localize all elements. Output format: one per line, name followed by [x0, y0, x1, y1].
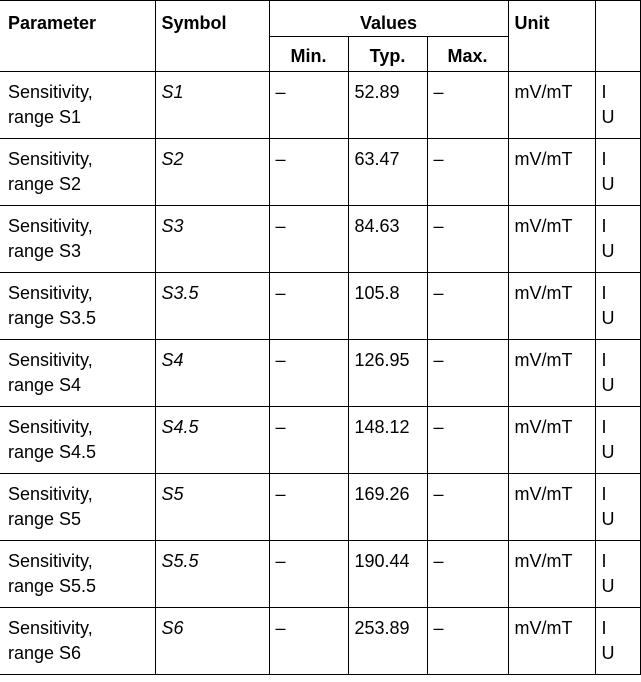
table-row: [0, 474, 640, 541]
parameter-cell: [0, 608, 155, 675]
parameter-range: range S5: [8, 509, 82, 529]
max-cell: –: [427, 608, 508, 675]
typ-cell: 190.44: [348, 541, 427, 608]
parameter-range: range S3.5: [8, 308, 97, 328]
parameter-name: Sensitivity,: [8, 417, 93, 437]
min-cell: –: [269, 72, 348, 139]
header-max: Max.: [427, 37, 508, 72]
typ-cell: 169.26: [348, 474, 427, 541]
note-cell: [595, 340, 640, 407]
note-cell: [595, 608, 640, 675]
min-cell: –: [269, 206, 348, 273]
typ-cell: 63.47: [348, 139, 427, 206]
parameter-cell: [0, 139, 155, 206]
parameter-cell: [0, 340, 155, 407]
note-cell: [595, 206, 640, 273]
max-cell: –: [427, 541, 508, 608]
note-line: I: [601, 551, 607, 571]
parameter-range: range S5.5: [8, 576, 97, 596]
note-cell: [595, 72, 640, 139]
parameter-range: range S4: [8, 375, 82, 395]
typ-cell: 253.89: [348, 608, 427, 675]
table-row: [0, 340, 640, 407]
header-min: Min.: [269, 37, 348, 72]
note-line: I: [601, 283, 607, 303]
table-row: [0, 407, 640, 474]
note-line: I: [601, 618, 607, 638]
table-body: [0, 72, 640, 675]
parameter-range: range S2: [8, 174, 82, 194]
symbol-cell: S3: [155, 206, 269, 273]
header-typ: Typ.: [348, 37, 427, 72]
unit-cell: mV/mT: [508, 139, 595, 206]
note-cell: [595, 474, 640, 541]
symbol-cell: S2: [155, 139, 269, 206]
note-cell: [595, 273, 640, 340]
note-line: U: [601, 174, 615, 194]
symbol-cell: S5.5: [155, 541, 269, 608]
max-cell: –: [427, 340, 508, 407]
parameter-range: range S3: [8, 241, 82, 261]
max-cell: –: [427, 474, 508, 541]
unit-cell: mV/mT: [508, 340, 595, 407]
parameter-name: Sensitivity,: [8, 484, 93, 504]
parameter-range: range S1: [8, 107, 82, 127]
header-parameter: Parameter: [0, 1, 155, 72]
note-line: U: [601, 241, 615, 261]
parameter-name: Sensitivity,: [8, 618, 93, 638]
unit-cell: mV/mT: [508, 474, 595, 541]
parameter-name: Sensitivity,: [8, 350, 93, 370]
parameter-range: range S4.5: [8, 442, 97, 462]
typ-cell: 52.89: [348, 72, 427, 139]
note-line: U: [601, 576, 615, 596]
typ-cell: 126.95: [348, 340, 427, 407]
parameter-cell: [0, 407, 155, 474]
table-row: [0, 139, 640, 206]
note-line: U: [601, 308, 615, 328]
note-line: I: [601, 350, 607, 370]
symbol-cell: S6: [155, 608, 269, 675]
min-cell: –: [269, 608, 348, 675]
unit-cell: mV/mT: [508, 273, 595, 340]
min-cell: –: [269, 541, 348, 608]
typ-cell: 84.63: [348, 206, 427, 273]
note-line: I: [601, 216, 607, 236]
parameter-name: Sensitivity,: [8, 216, 93, 236]
parameter-name: Sensitivity,: [8, 149, 93, 169]
header-note: [595, 1, 640, 72]
symbol-cell: S3.5: [155, 273, 269, 340]
max-cell: –: [427, 273, 508, 340]
parameter-range: range S6: [8, 643, 82, 663]
symbol-cell: S4: [155, 340, 269, 407]
typ-cell: 148.12: [348, 407, 427, 474]
parameter-name: Sensitivity,: [8, 551, 93, 571]
table-header: [0, 1, 640, 72]
header-symbol: Symbol: [155, 1, 269, 72]
unit-cell: mV/mT: [508, 608, 595, 675]
symbol-cell: S5: [155, 474, 269, 541]
symbol-cell: S4.5: [155, 407, 269, 474]
typ-cell: 105.8: [348, 273, 427, 340]
min-cell: –: [269, 474, 348, 541]
min-cell: –: [269, 340, 348, 407]
max-cell: –: [427, 72, 508, 139]
unit-cell: mV/mT: [508, 541, 595, 608]
note-cell: [595, 541, 640, 608]
parameter-cell: [0, 474, 155, 541]
max-cell: –: [427, 407, 508, 474]
table-row: [0, 608, 640, 675]
table-row: [0, 541, 640, 608]
min-cell: –: [269, 139, 348, 206]
note-line: U: [601, 643, 615, 663]
header-values: Values: [269, 1, 508, 37]
parameter-name: Sensitivity,: [8, 82, 93, 102]
table-row: [0, 206, 640, 273]
note-line: I: [601, 82, 607, 102]
table-row: [0, 72, 640, 139]
note-line: U: [601, 509, 615, 529]
note-cell: [595, 139, 640, 206]
note-line: I: [601, 484, 607, 504]
parameter-cell: [0, 206, 155, 273]
symbol-cell: S1: [155, 72, 269, 139]
note-line: I: [601, 417, 607, 437]
parameter-cell: [0, 541, 155, 608]
header-row: [0, 1, 640, 37]
min-cell: –: [269, 407, 348, 474]
note-line: U: [601, 107, 615, 127]
note-line: U: [601, 442, 615, 462]
unit-cell: mV/mT: [508, 206, 595, 273]
parameter-cell: [0, 273, 155, 340]
unit-cell: mV/mT: [508, 407, 595, 474]
note-cell: [595, 407, 640, 474]
parameter-name: Sensitivity,: [8, 283, 93, 303]
max-cell: –: [427, 139, 508, 206]
note-line: U: [601, 375, 615, 395]
min-cell: –: [269, 273, 348, 340]
max-cell: –: [427, 206, 508, 273]
unit-cell: mV/mT: [508, 72, 595, 139]
header-unit: Unit: [508, 1, 595, 72]
table-row: [0, 273, 640, 340]
parameter-cell: [0, 72, 155, 139]
note-line: I: [601, 149, 607, 169]
